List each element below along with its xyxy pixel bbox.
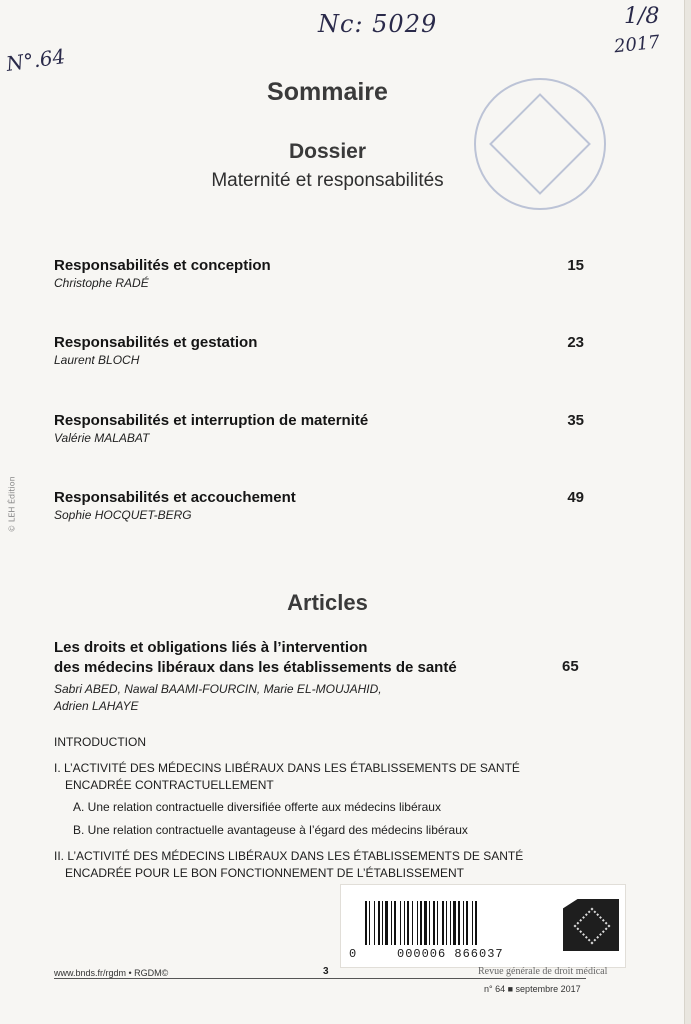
toc-entry[interactable] — [54, 257, 584, 290]
toc-entry-author: Christophe RADÉ — [54, 276, 149, 290]
toc-entry-page: 35 — [567, 412, 584, 429]
barcode-bar — [450, 901, 451, 945]
toc-entry-page: 15 — [567, 257, 584, 274]
barcode-bar — [442, 901, 444, 945]
barcode-bar — [385, 901, 388, 945]
article-title-line: des médecins libéraux dans les établissements de santé — [54, 659, 457, 676]
barcode-bar — [407, 901, 409, 945]
footer-issue: n° 64 ■ septembre 2017 — [484, 984, 581, 994]
barcode-bar — [374, 901, 375, 945]
barcode-bar — [391, 901, 392, 945]
toc-entry[interactable] — [54, 489, 584, 522]
barcode — [365, 901, 561, 945]
barcode-bar — [412, 901, 413, 945]
toc-entry-title: Responsabilités et conception — [54, 257, 271, 274]
barcode-label — [340, 884, 626, 968]
barcode-bar — [382, 901, 383, 945]
toc-entry[interactable] — [54, 334, 584, 367]
barcode-bar — [466, 901, 468, 945]
toc-entry[interactable] — [54, 412, 584, 445]
footer-journal: Revue générale de droit médical — [478, 966, 608, 977]
page-edge — [684, 0, 691, 1024]
handwritten-reference: Nc: 5029 — [318, 10, 438, 38]
toc-entry-author: Laurent BLOCH — [54, 353, 140, 367]
barcode-bar — [463, 901, 464, 945]
barcode-bar — [475, 901, 477, 945]
barcode-bar — [453, 901, 456, 945]
toc-entry-title: Responsabilités et accouchement — [54, 489, 296, 506]
handwritten-year: 2017 — [613, 31, 661, 58]
side-credit: © LEH Édition — [7, 476, 17, 533]
outline-part-1-a: A. Une relation contractuelle diversifiée offerte aux médecins libéraux — [73, 800, 441, 814]
barcode-number: 000006 866037 — [397, 947, 504, 961]
article-authors-line: Adrien LAHAYE — [54, 699, 139, 713]
page-title: Sommaire — [267, 78, 388, 106]
outline-part-2: II. L’ACTIVITÉ DES MÉDECINS LIBÉRAUX DANS LES ÉTABLISSEMENTS DE SANTÉ — [54, 849, 524, 863]
section-heading-articles: Articles — [287, 590, 368, 615]
dossier-subtitle: Maternité et responsabilités — [211, 170, 444, 191]
barcode-bar — [433, 901, 435, 945]
barcode-bar — [417, 901, 418, 945]
article-authors — [54, 681, 494, 715]
barcode-bar — [378, 901, 380, 945]
footer-page-number: 3 — [323, 966, 329, 977]
toc-entry-page: 23 — [567, 334, 584, 351]
article-title[interactable] — [54, 638, 524, 678]
barcode-bar — [394, 901, 396, 945]
outline-part-2-cont: ENCADRÉE POUR LE BON FONCTIONNEMENT DE L’ÉTABLISSEMENT — [65, 866, 464, 880]
barcode-bar — [437, 901, 438, 945]
toc-entry-title: Responsabilités et interruption de maternité — [54, 412, 369, 429]
barcode-bar — [472, 901, 473, 945]
outline-part-1: I. L’ACTIVITÉ DES MÉDECINS LIBÉRAUX DANS LES ÉTABLISSEMENTS DE SANTÉ — [54, 761, 520, 775]
barcode-bar — [400, 901, 401, 945]
publisher-logo — [563, 899, 619, 951]
outline-part-1-b: B. Une relation contractuelle avantageuse à l’égard des médecins libéraux — [73, 823, 468, 837]
barcode-bar — [365, 901, 367, 945]
logo-emblem — [574, 908, 611, 945]
outline-part-1-cont: ENCADRÉE CONTRACTUELLEMENT — [65, 778, 274, 792]
barcode-bar — [424, 901, 427, 945]
section-heading-dossier: Dossier — [288, 140, 367, 163]
barcode-bar — [458, 901, 460, 945]
article-page: 65 — [562, 658, 579, 675]
footer-website[interactable]: www.bnds.fr/rgdm • RGDM© — [54, 968, 169, 978]
barcode-bar — [420, 901, 422, 945]
article-title-line: Les droits et obligations liés à l’intervention — [54, 639, 368, 656]
handwritten-issue-number: N°.64 — [4, 43, 67, 77]
toc-entry-page: 49 — [567, 489, 584, 506]
footer-divider — [54, 978, 586, 979]
barcode-bar — [404, 901, 405, 945]
handwritten-volume: 1/8 — [624, 4, 660, 29]
barcode-bar — [446, 901, 447, 945]
toc-entry-author: Valérie MALABAT — [54, 431, 150, 445]
article-authors-line: Sabri ABED, Nawal BAAMI-FOURCIN, Marie EL-MOUJAHID, — [54, 682, 382, 696]
barcode-lead-digit: 0 — [349, 947, 357, 961]
barcode-bar — [369, 901, 370, 945]
toc-entry-author: Sophie HOCQUET-BERG — [54, 508, 192, 522]
barcode-bar — [429, 901, 430, 945]
outline-introduction: INTRODUCTION — [54, 735, 146, 749]
toc-entry-title: Responsabilités et gestation — [54, 334, 258, 351]
